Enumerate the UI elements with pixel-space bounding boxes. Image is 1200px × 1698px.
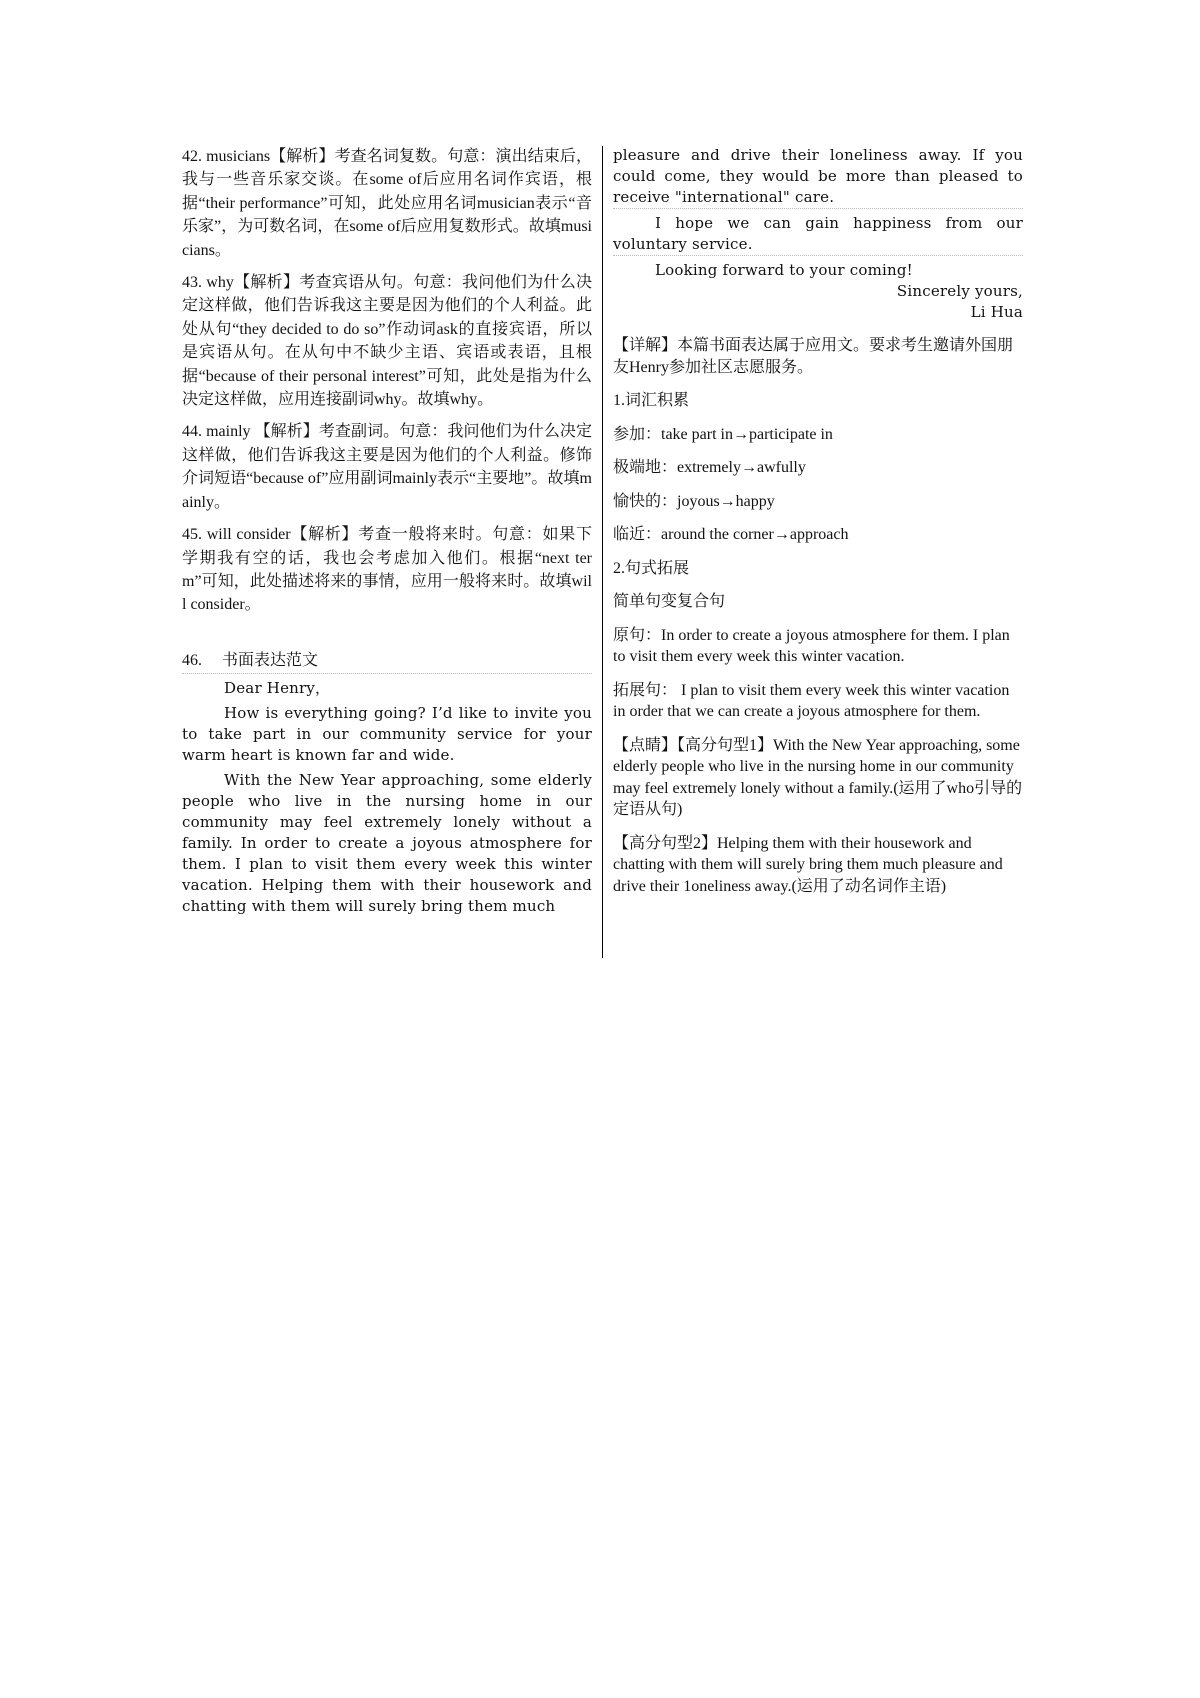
vocab-item: 参加：take part in→participate in xyxy=(613,425,833,443)
left-column xyxy=(182,145,592,917)
letter-paragraph-2: With the New Year approaching, some elderly people who live in the nursing home in our community may feel extremely lonely without a family. In order to create a joyous atmosphere for them. I plan to visit them every week this winter vacation. Helping them with their housework and chatting with them will surely bring them much xyxy=(182,770,592,915)
section-46-title: 书面表达范文 xyxy=(222,651,319,669)
vocab-item: 临近：around the corner→approach xyxy=(613,526,849,543)
highlight-sentence-2: 【高分句型2】Helping them with their housework and chatting with them will surely bring them much pleasure and drive their 1oneliness away.(运用了动名词作主语) xyxy=(613,834,1003,895)
highlight-sentence-1: 【点睛】【高分句型1】With the New Year approaching, some elderly people who live in the nursing home in our community may feel extremely lonely without a family.(运用了who引导的定语从句) xyxy=(613,736,1023,818)
letter-closing: Sincerely yours, xyxy=(896,282,1023,300)
letter-paragraph-2-continued: pleasure and drive their loneliness away. If you could come, they would be more than pleased to receive "international" care. xyxy=(613,145,1023,209)
detail-explanation: 【详解】本篇书面表达属于应用文。要求考生邀请外国朋友Henry参加社区志愿服务。 xyxy=(613,337,1014,376)
answer-45: 45. will consider【解析】考查一般将来时。句意：如果下学期我有空的话，我也会考虑加入他们。根据“next term”可知，此处描述将来的事情，应用一般将来时。故填will consider。 xyxy=(182,526,592,614)
vocab-item: 愉快的：joyous→happy xyxy=(613,492,775,510)
syntax-heading: 2.句式拓展 xyxy=(613,559,690,577)
letter-signature: Li Hua xyxy=(970,303,1023,321)
letter-greeting: Dear Henry， xyxy=(224,678,331,697)
letter-paragraph-3: I hope we can gain happiness from our voluntary service. xyxy=(613,213,1023,256)
syntax-subheading: 简单句变复合句 xyxy=(613,593,726,610)
answer-42: 42. musicians【解析】考查名词复数。句意：演出结束后，我与一些音乐家交谈。在some of后应用名词作宾语，根据“their performance”可知，此处应用名词musician表示“音乐家”，为可数名词，在some of后应用复数形式。故填musicians。 xyxy=(182,148,592,259)
section-46-heading xyxy=(182,649,592,674)
letter-paragraph-4: Looking forward to your coming! xyxy=(655,261,913,279)
vocab-heading: 1.词汇积累 xyxy=(613,392,690,409)
letter-paragraph-1: How is everything going? I’d like to invite you to take part in our community service for your warm heart is known far and wide. xyxy=(182,703,592,764)
right-column xyxy=(613,145,1023,897)
answer-43: 43. why【解析】考查宾语从句。句意：我问他们为什么决定这样做，他们告诉我这主要是因为他们的个人利益。此处从句“they decided to do so”作动词ask的直接宾语，所以是宾语从句。在从句中不缺少主语、宾语或表语，且根据“because of their personal interest”可知，此处是指为什么决定这样做，应用连接副词why。故填why。 xyxy=(182,274,592,409)
column-divider xyxy=(602,146,603,958)
section-46-number: 46. xyxy=(182,651,202,669)
original-sentence: 原句：In order to create a joyous atmosphere for them. I plan to visit them every week this winter vacation. xyxy=(613,626,1010,665)
vocab-item: 极端地：extremely→awfully xyxy=(613,459,806,476)
expanded-sentence: 拓展句： I plan to visit them every week this winter vacation in order that we can create a joyous atmosphere for them. xyxy=(613,681,1010,720)
answer-44: 44. mainly 【解析】考查副词。句意：我问他们为什么决定这样做，他们告诉我这主要是因为他们的个人利益。修饰介词短语“because of”应用副词mainly表示“主要地”。故填mainly。 xyxy=(182,423,592,511)
